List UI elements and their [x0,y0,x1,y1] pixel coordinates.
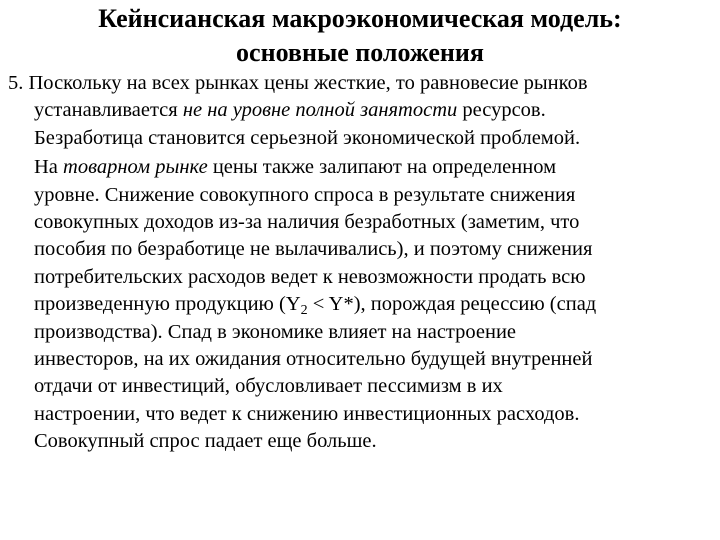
emphasis-goods-market: товарном рынке [63,156,208,179]
text-run: цены также залипают на определенном [207,156,557,179]
text-run: ресурсов. [457,99,546,122]
slide-title [0,2,720,70]
title-line-1: Кейнсианская макроэкономическая модель: [98,4,622,33]
paragraph-2-line-5: потребительских расходов ведет к невозможности продать всю [34,265,586,288]
title-line-2: основные положения [236,38,484,67]
slide-body [8,70,708,456]
paragraph-2-line-9: отдачи от инвестиций, обусловливает пессимизм в их [34,375,503,398]
paragraph-2-line-7: производства). Спад в экономике влияет на настроение [34,320,517,343]
paragraph-2-line-3: совокупных доходов из-за наличия безработных (заметим, что [34,211,580,234]
text-run: произведенную продукцию (Y [34,293,301,316]
paragraph-1-line-1: 5. Поскольку на всех рынках цены жесткие, то равновесие рынков [8,72,588,94]
emphasis-full-employment: не на уровне полной занятости [182,99,458,122]
paragraph-2-line-11: Совокупный спрос падает еще больше. [34,430,377,453]
paragraph-2-line-10: настроении, что ведет к снижению инвестиционных расходов. [34,402,580,425]
subscript: 2 [300,303,308,319]
paragraph-2-line-8: инвесторов, на их ожидания относительно будущей внутренней [34,348,593,371]
paragraph-1-line-2 [8,97,708,124]
paragraph-2 [8,154,708,455]
paragraph-2-line-4: пособия по безработице не вылачивались), и поэтому снижения [34,238,593,261]
text-run: < Y*), порождая рецессию (спад [307,293,597,316]
paragraph-2-line-1 [8,154,708,181]
paragraph-2-line-2: уровне. Снижение совокупного спроса в результате снижения [34,183,576,206]
text-run: На [34,156,64,179]
paragraph-1-line-3: Безработица становится серьезной экономической проблемой. [34,126,581,149]
paragraph-1 [8,70,708,152]
text-run: устанавливается [34,99,183,122]
paragraph-2-line-6 [8,291,708,318]
